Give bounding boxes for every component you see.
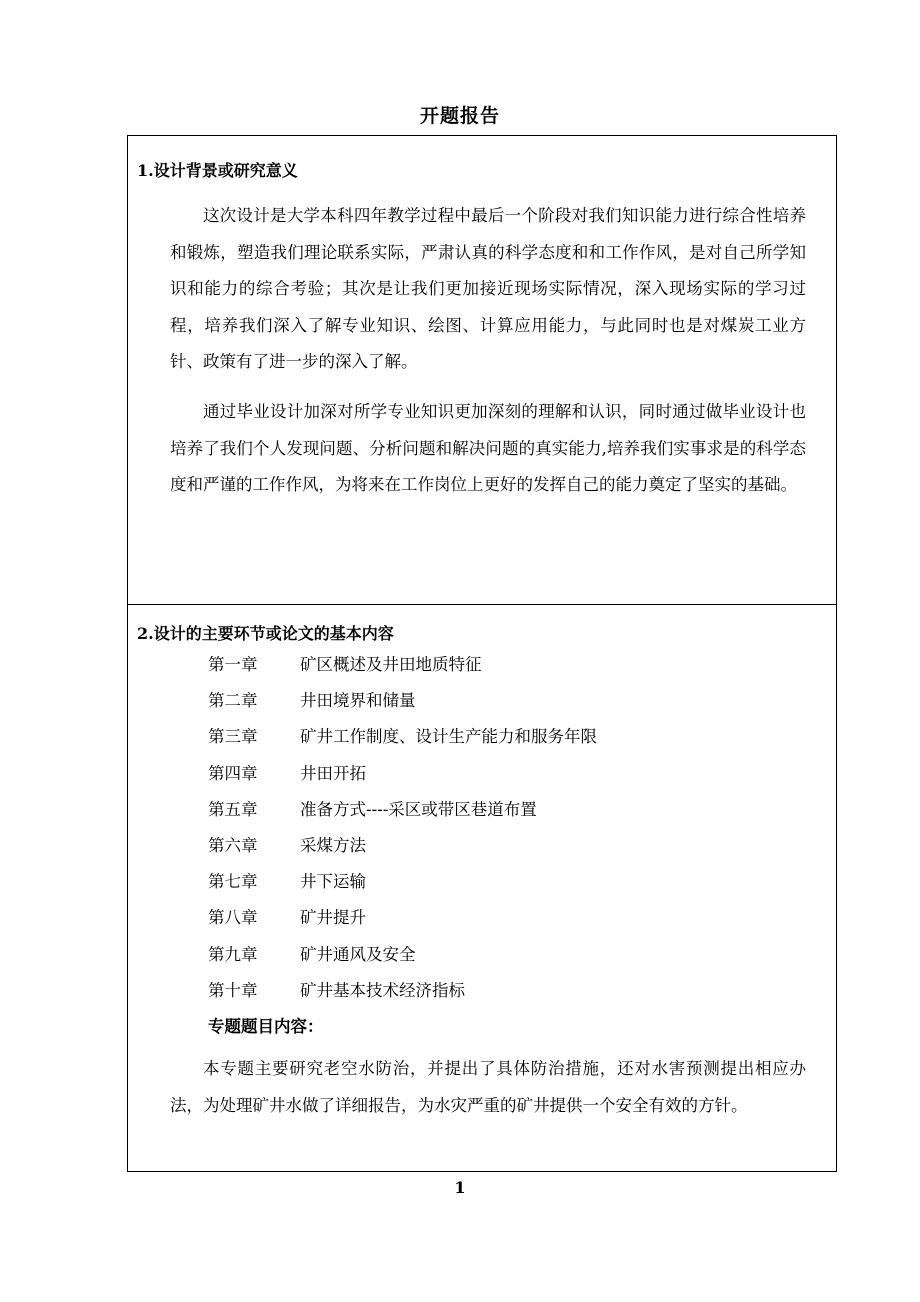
chapter-number: 第二章 <box>208 691 258 711</box>
chapter-number: 第七章 <box>208 872 258 892</box>
page-number: 1 <box>454 1178 466 1197</box>
chapter-title: 井下运输 <box>300 872 366 892</box>
chapter-number: 第六章 <box>208 835 258 855</box>
chapter-number: 第四章 <box>208 763 258 783</box>
chapter-number: 第八章 <box>208 908 258 928</box>
chapter-title: 矿井通风及安全 <box>300 944 416 964</box>
chapter-item <box>208 828 597 864</box>
chapter-list <box>208 647 597 1009</box>
chapter-title: 井田境界和储量 <box>300 691 416 711</box>
chapter-number: 第九章 <box>208 944 258 964</box>
section-2-heading: 2.设计的主要环节或论文的基本内容 <box>137 624 394 643</box>
chapter-item <box>208 864 597 900</box>
chapter-title: 矿井提升 <box>300 908 366 928</box>
chapter-number: 第五章 <box>208 799 258 819</box>
special-topic-paragraph: 本专题主要研究老空水防治，并提出了具体防治措施，还对水害预测提出相应办法，为处理矿井水做了详细报告，为水灾严重的矿井提供一个安全有效的方针。 <box>170 1059 806 1115</box>
section-1-paragraph-2: 通过毕业设计加深对所学专业知识更加深刻的理解和认识，同时通过做毕业设计也培养了我们个人发现问题、分析问题和解决问题的真实能力,培养我们实事求是的科学态度和严谨的工作作风，为将来在工作岗位上更好的发挥自己的能力奠定了坚实的基础。 <box>170 402 806 494</box>
chapter-item <box>208 792 597 828</box>
chapter-item <box>208 756 597 792</box>
chapter-item <box>208 973 597 1009</box>
chapter-title: 矿区概述及井田地质特征 <box>300 655 482 674</box>
page-title: 开题报告 <box>419 105 500 127</box>
chapter-title: 矿井工作制度、设计生产能力和服务年限 <box>300 727 597 747</box>
section-1-heading: 1.设计背景或研究意义 <box>137 161 298 180</box>
special-topic-label: 专题题目内容： <box>208 1017 324 1036</box>
section-main-content <box>128 605 836 1171</box>
chapter-item <box>208 937 597 973</box>
chapter-title: 矿井基本技术经济指标 <box>300 980 465 1000</box>
chapter-title: 井田开拓 <box>300 763 366 783</box>
section-1-paragraph-1: 这次设计是大学本科四年教学过程中最后一个阶段对我们知识能力进行综合性培养和锻炼，塑造我们理论联系实际，严肃认真的科学态度和和工作作风，是对自己所学知识和能力的综合考验；其次是让我们更加接近现场实际情况，深入现场实际的学习过程，培养我们深入了解专业知识、绘图、计算应用能力，与此同时也是对煤炭工业方针、政策有了进一步的深入了解。 <box>170 206 806 371</box>
chapter-item <box>208 647 597 683</box>
chapter-item <box>208 719 597 755</box>
chapter-number: 第十章 <box>208 980 258 1000</box>
chapter-title: 准备方式----采区或带区巷道布置 <box>300 799 537 819</box>
chapter-number: 第一章 <box>208 655 258 674</box>
chapter-title: 采煤方法 <box>300 835 366 855</box>
chapter-number: 第三章 <box>208 727 258 747</box>
report-table <box>127 135 837 1172</box>
chapter-item <box>208 683 597 719</box>
chapter-item <box>208 900 597 936</box>
section-background-significance <box>128 136 836 605</box>
